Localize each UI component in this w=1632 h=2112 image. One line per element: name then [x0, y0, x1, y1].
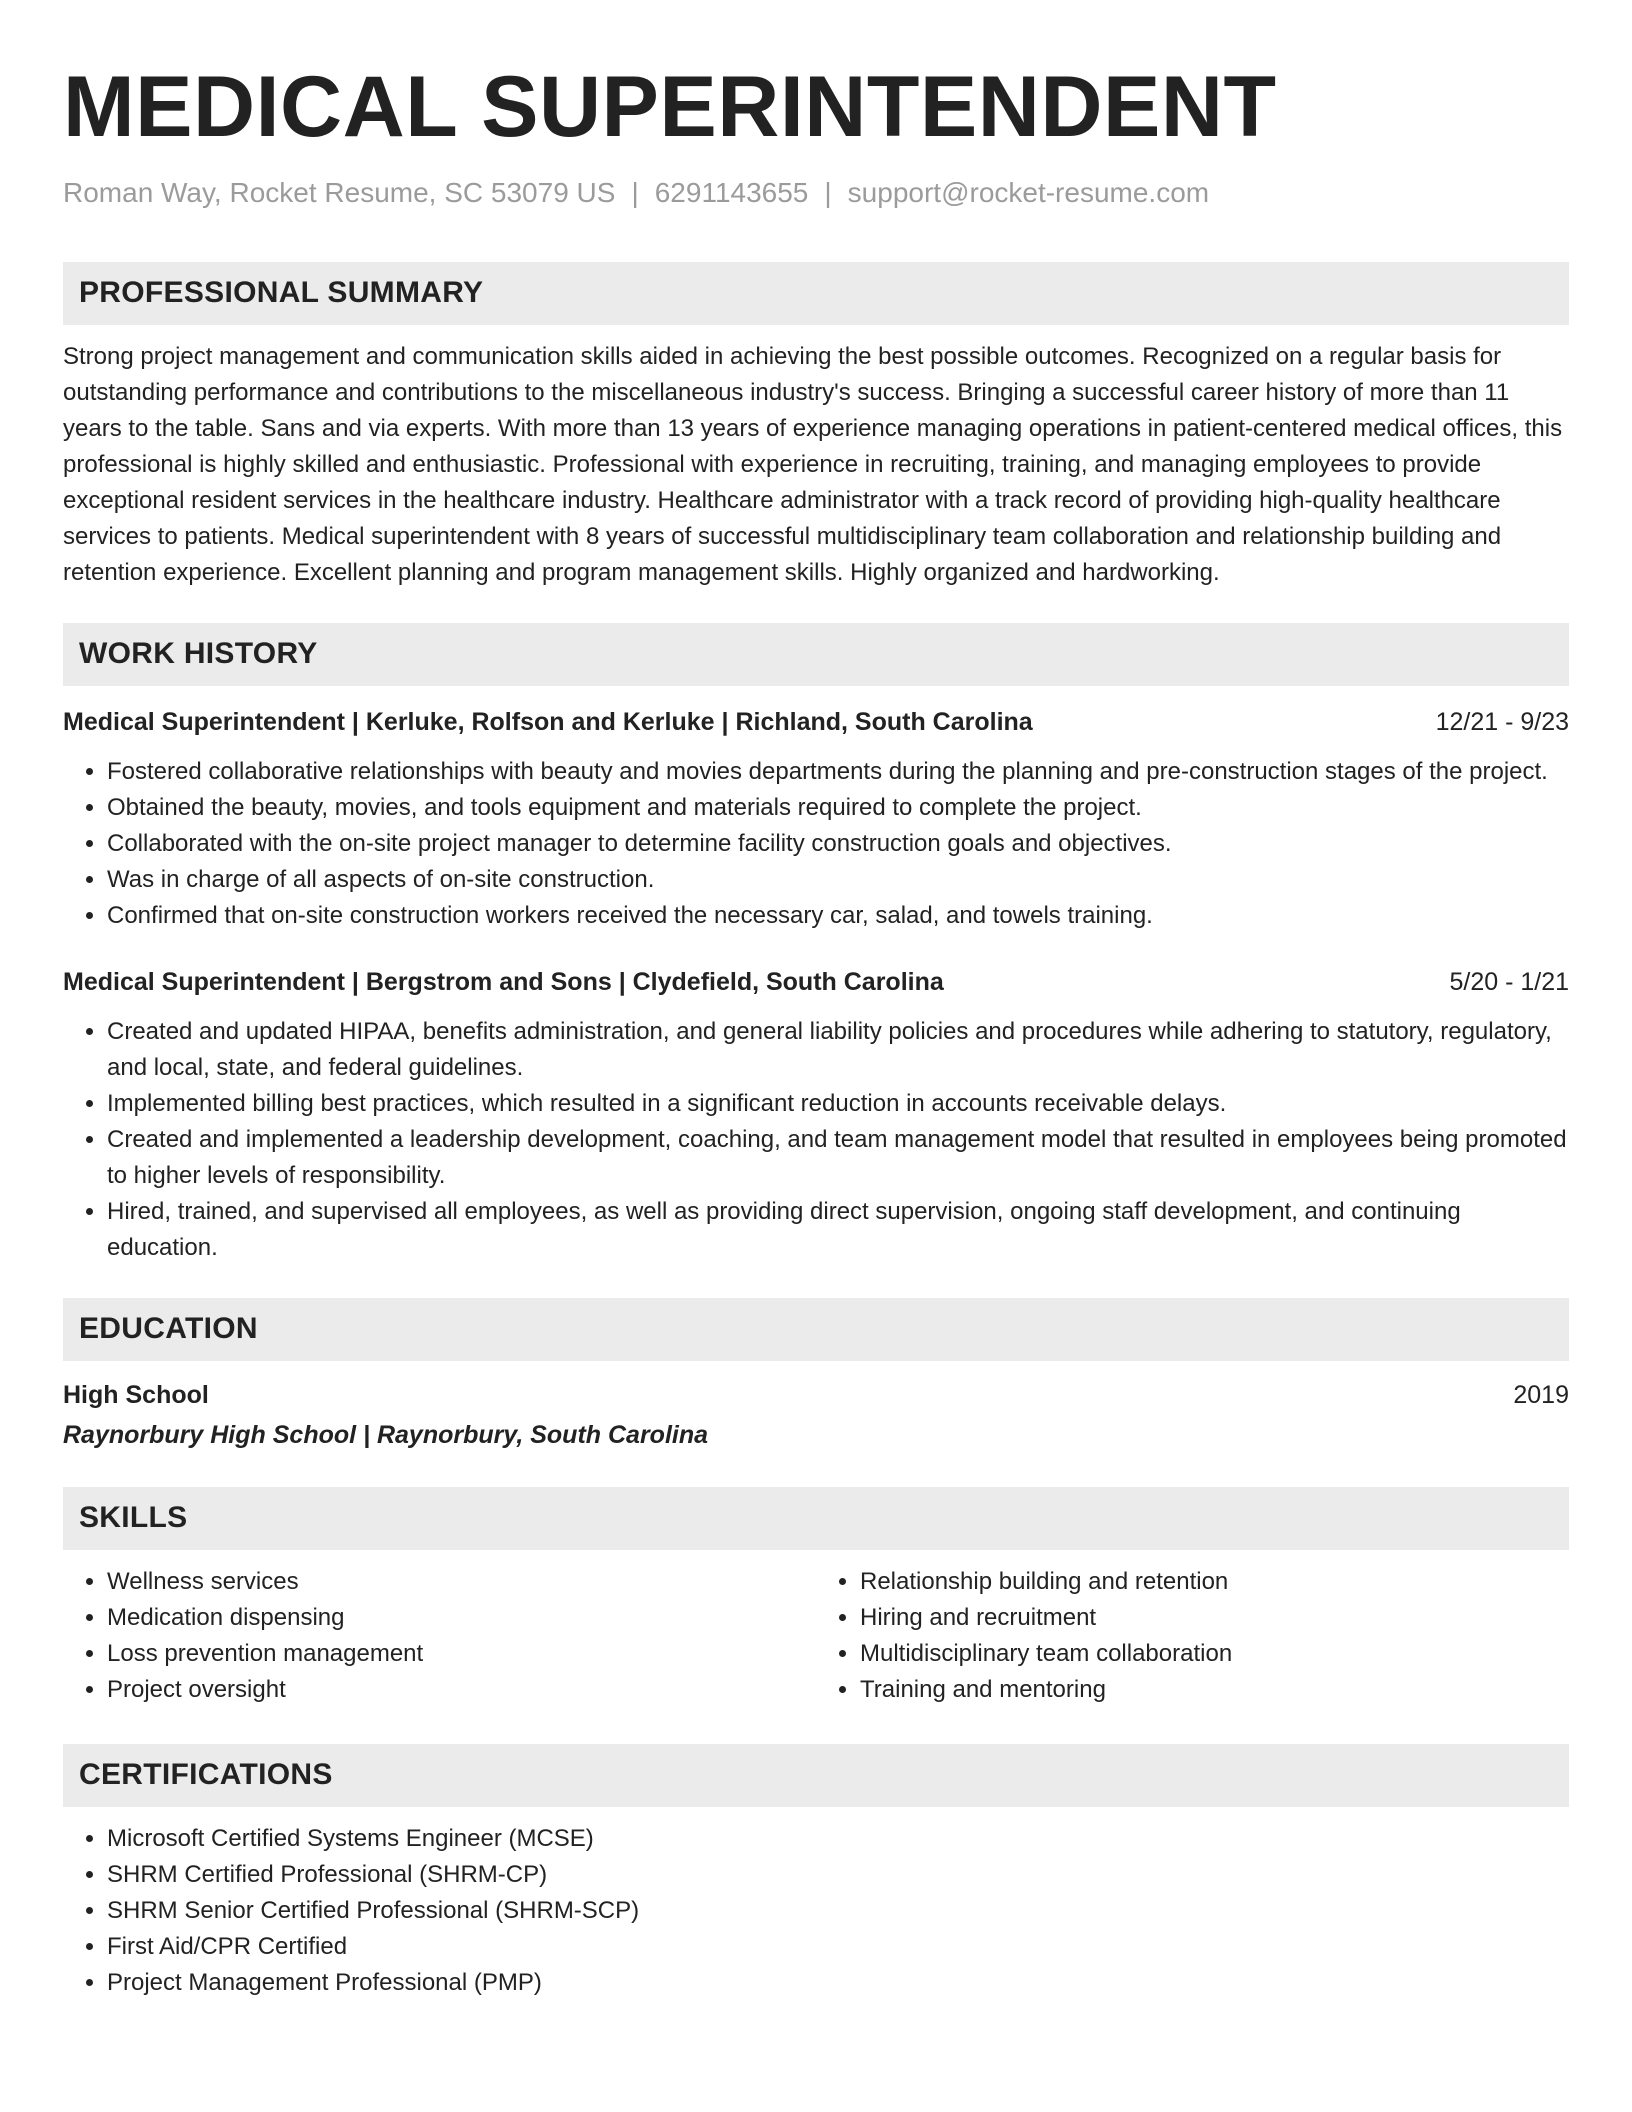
job-bullet: • Implemented billing best practices, which resulted in a significant reduction in accounts receivable delays. — [107, 1086, 1569, 1122]
job-bullets — [63, 754, 1569, 934]
certification-item: • SHRM Senior Certified Professional (SHRM-SCP) — [107, 1893, 1569, 1929]
job-bullet: • Created and implemented a leadership development, coaching, and team management model that resulted in employees being promoted to higher levels of responsibility. — [107, 1122, 1569, 1194]
certification-item: • SHRM Certified Professional (SHRM-CP) — [107, 1857, 1569, 1893]
education-school: Raynorbury High School | Raynorbury, South Carolina — [63, 1420, 709, 1449]
skill-item: • Relationship building and retention — [860, 1564, 1569, 1600]
education-year: 2019 — [1513, 1380, 1569, 1409]
skill-item: • Hiring and recruitment — [860, 1600, 1569, 1636]
contact-email: support@rocket-resume.com — [847, 177, 1210, 208]
certifications-list — [63, 1821, 1569, 2001]
contact-address: Roman Way, Rocket Resume, SC 53079 US — [63, 177, 616, 208]
job-title: Medical Superintendent | Kerluke, Rolfson and Kerluke | Richland, South Carolina — [63, 707, 1033, 736]
job-bullet: • Was in charge of all aspects of on-site construction. — [107, 862, 1569, 898]
job-title: Medical Superintendent | Bergstrom and Sons | Clydefield, South Carolina — [63, 967, 944, 996]
job-bullet: • Created and updated HIPAA, benefits administration, and general liability policies and procedures while adhering to statutory, regulatory, and local, state, and federal guidelines. — [107, 1014, 1569, 1086]
candidate-name: MEDICAL SUPERINTENDENT — [63, 59, 1277, 155]
job-entry — [63, 704, 1569, 934]
certification-item: • Project Management Professional (PMP) — [107, 1965, 1569, 2001]
education-header — [63, 1377, 1569, 1413]
summary-text: Strong project management and communication skills aided in achieving the best possible outcomes. Recognized on a regular basis for outstanding performance and contributions to the miscellaneous industry's success. Bringing a successful career history of more than 11 years to the table. Sans and via experts. With more than 13 years of experience managing operations in patient-centered medical offices, this professional is highly skilled and enthusiastic. Professional with experience in recruiting, training, and managing employees to provide exceptional resident services in the healthcare industry. Healthcare administrator with a track record of providing high-quality healthcare services to patients. Medical superintendent with 8 years of successful multidisciplinary team collaboration and relationship building and retention experience. Excellent planning and program management skills. Highly organized and hardworking. — [63, 342, 1563, 586]
contact-separator: | — [631, 177, 639, 208]
skill-item: • Training and mentoring — [860, 1672, 1569, 1708]
job-bullet: • Fostered collaborative relationships with beauty and movies departments during the planning and pre-construction stages of the project. — [107, 754, 1569, 790]
job-bullet: • Obtained the beauty, movies, and tools equipment and materials required to complete the project. — [107, 790, 1569, 826]
section-heading-work-history: WORK HISTORY — [63, 623, 1569, 686]
section-heading-education: EDUCATION — [63, 1298, 1569, 1361]
skills-column-left — [63, 1564, 816, 1708]
skill-item: • Wellness services — [107, 1564, 816, 1600]
job-bullets — [63, 1014, 1569, 1266]
skill-item: • Project oversight — [107, 1672, 816, 1708]
skill-item: • Medication dispensing — [107, 1600, 816, 1636]
skill-item: • Loss prevention management — [107, 1636, 816, 1672]
job-header — [63, 704, 1569, 740]
section-heading-skills: SKILLS — [63, 1487, 1569, 1550]
certification-item: • First Aid/CPR Certified — [107, 1929, 1569, 1965]
education-entry — [63, 1377, 1569, 1453]
job-entry — [63, 964, 1569, 1266]
section-heading-summary: PROFESSIONAL SUMMARY — [63, 262, 1569, 325]
contact-phone: 6291143655 — [654, 177, 809, 208]
certification-item: • Microsoft Certified Systems Engineer (MCSE) — [107, 1821, 1569, 1857]
job-bullet: • Hired, trained, and supervised all employees, as well as providing direct supervision, ongoing staff development, and continuing education. — [107, 1194, 1569, 1266]
job-dates: 5/20 - 1/21 — [1449, 967, 1569, 996]
skill-item: • Multidisciplinary team collaboration — [860, 1636, 1569, 1672]
skills-column-right — [816, 1564, 1569, 1708]
job-dates: 12/21 - 9/23 — [1435, 707, 1569, 736]
job-bullet: • Collaborated with the on-site project manager to determine facility construction goals and objectives. — [107, 826, 1569, 862]
skills-grid — [63, 1564, 1569, 1708]
job-header — [63, 964, 1569, 1000]
contact-separator: | — [824, 177, 832, 208]
education-degree: High School — [63, 1380, 209, 1409]
section-heading-certifications: CERTIFICATIONS — [63, 1744, 1569, 1807]
job-bullet: • Confirmed that on-site construction workers received the necessary car, salad, and towels training. — [107, 898, 1569, 934]
contact-line — [63, 176, 1569, 210]
